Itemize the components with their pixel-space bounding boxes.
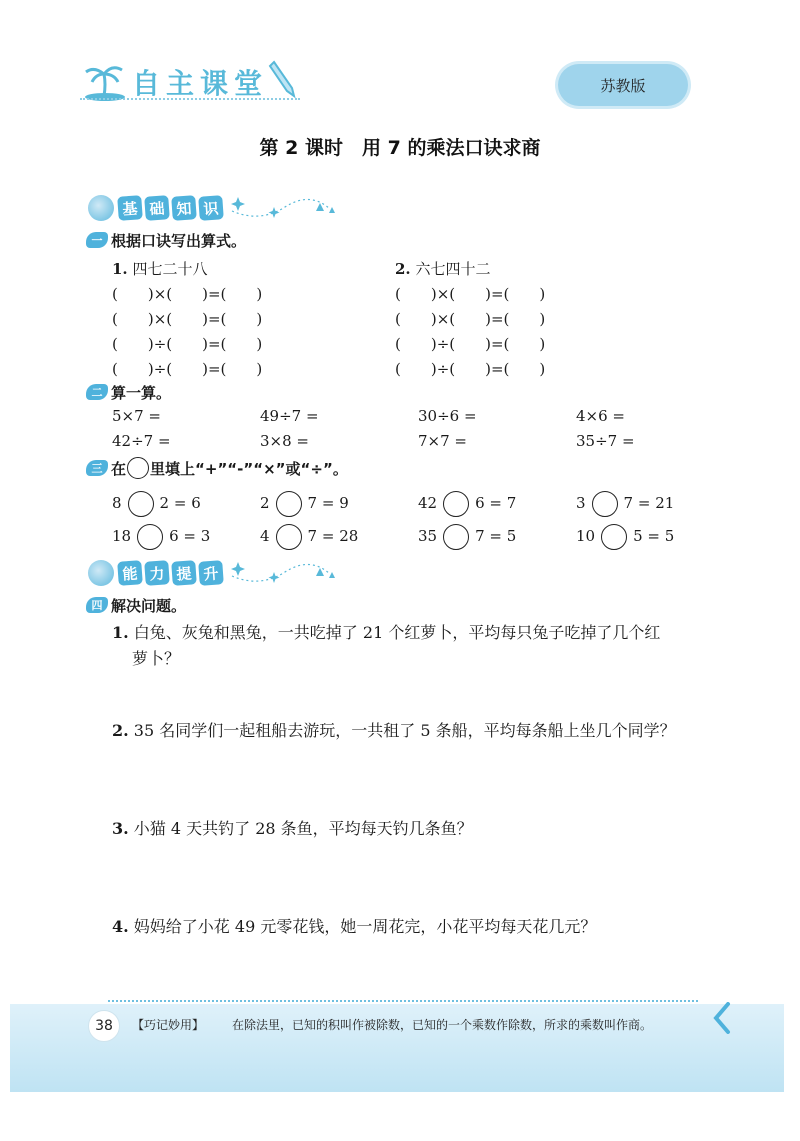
q1-blank-row[interactable]: ( )÷( )=( ) xyxy=(395,335,546,353)
operator-item: 10 5 = 5 xyxy=(576,523,674,550)
question-4-heading xyxy=(86,595,186,615)
operator-circle[interactable] xyxy=(443,524,469,550)
brand-title: 自主课堂 xyxy=(132,67,269,100)
question-3-text-pre: 在 xyxy=(111,459,127,478)
operator-circle[interactable] xyxy=(601,524,627,550)
palm-tree-icon xyxy=(82,62,128,102)
calc-item: 49÷7 = xyxy=(260,407,319,425)
calc-item: 30÷6 = xyxy=(418,407,477,425)
operator-circle[interactable] xyxy=(443,491,469,517)
question-3-heading xyxy=(86,458,348,478)
question-3-text-post: 里填上“+”“-”“×”或“÷”。 xyxy=(150,459,348,478)
header-divider xyxy=(80,98,300,100)
question-2-text: 算一算。 xyxy=(111,383,172,402)
operator-circle[interactable] xyxy=(128,491,154,517)
word-problem-4: 4. 妈妈给了小花 49 元零花钱，她一周花完，小花平均每天花几元？ xyxy=(112,917,597,936)
banner-char: 础 xyxy=(144,195,170,221)
word-problem-1: 1. 白兔、灰兔和黑兔，一共吃掉了 21 个红萝卜，平均每只兔子吃掉了几个红 萝卜？ xyxy=(112,623,661,668)
q1-blank-row[interactable]: ( )×( )=( ) xyxy=(395,285,546,303)
tip-text: 在除法里，已知的积叫作被除数，已知的一个乘数作除数，所求的乘数叫作商。 xyxy=(232,1018,653,1032)
banner-char: 基 xyxy=(117,195,143,221)
q1-item-2-title: 2. 六七四十二 xyxy=(395,260,491,278)
calc-item: 7×7 = xyxy=(418,432,467,450)
banner-char: 提 xyxy=(171,560,197,586)
operator-item: 42 6 = 7 xyxy=(418,490,516,517)
operator-circle[interactable] xyxy=(592,491,618,517)
globe-icon xyxy=(88,560,114,586)
operator-item: 35 7 = 5 xyxy=(418,523,516,550)
question-number-badge: 二 xyxy=(86,384,108,400)
sparkle-trail-icon xyxy=(230,193,340,223)
operator-item: 2 7 = 9 xyxy=(260,490,349,517)
banner-ability-improvement xyxy=(88,558,340,588)
banner-char: 能 xyxy=(117,560,143,586)
word-problem-3: 3. 小猫 4 天共钓了 28 条鱼，平均每天钓几条鱼？ xyxy=(112,819,473,838)
q1-blank-row[interactable]: ( )÷( )=( ) xyxy=(112,335,263,353)
q1-blank-row[interactable]: ( )÷( )=( ) xyxy=(395,360,546,378)
banner-char: 升 xyxy=(198,560,224,586)
calc-item: 35÷7 = xyxy=(576,432,635,450)
lesson-title: 第 2 课时 用 7 的乘法口诀求商 xyxy=(259,137,541,159)
operator-item: 8 2 = 6 xyxy=(112,490,201,517)
operator-item: 3 7 = 21 xyxy=(576,490,674,517)
question-number-badge: 一 xyxy=(86,232,108,248)
chevron-left-icon xyxy=(712,1002,732,1034)
calc-item: 4×6 = xyxy=(576,407,625,425)
calc-item: 42÷7 = xyxy=(112,432,171,450)
question-4-text: 解决问题。 xyxy=(111,596,187,615)
operator-circle[interactable] xyxy=(137,524,163,550)
footer-divider xyxy=(108,1000,698,1002)
banner-char: 力 xyxy=(144,560,170,586)
edition-badge: 苏教版 xyxy=(558,64,688,106)
pencil-icon xyxy=(266,58,300,98)
sparkle-trail-icon xyxy=(230,558,340,588)
page-number: 38 xyxy=(88,1010,120,1042)
operator-circle[interactable] xyxy=(276,524,302,550)
q1-blank-row[interactable]: ( )÷( )=( ) xyxy=(112,360,263,378)
word-problem-2: 2. 35 名同学们一起租船去游玩，一共租了 5 条船，平均每条船上坐几个同学？ xyxy=(112,721,676,740)
q1-blank-row[interactable]: ( )×( )=( ) xyxy=(112,285,263,303)
question-2-heading xyxy=(86,382,171,402)
calc-item: 5×7 = xyxy=(112,407,161,425)
calc-item: 3×8 = xyxy=(260,432,309,450)
globe-icon xyxy=(88,195,114,221)
q1-blank-row[interactable]: ( )×( )=( ) xyxy=(112,310,263,328)
operator-item: 4 7 = 28 xyxy=(260,523,358,550)
question-number-badge: 三 xyxy=(86,460,108,476)
operator-item: 18 6 = 3 xyxy=(112,523,210,550)
question-1-heading xyxy=(86,230,246,250)
q1-blank-row[interactable]: ( )×( )=( ) xyxy=(395,310,546,328)
question-number-badge: 四 xyxy=(86,597,108,613)
circle-icon xyxy=(127,457,149,479)
banner-char: 识 xyxy=(198,195,224,221)
q1-item-1-title: 1. 四七二十八 xyxy=(112,260,208,278)
banner-char: 知 xyxy=(171,195,197,221)
banner-basic-knowledge xyxy=(88,193,340,223)
tip-label: 【巧记妙用】 xyxy=(132,1018,205,1032)
operator-circle[interactable] xyxy=(276,491,302,517)
question-1-text: 根据口诀写出算式。 xyxy=(111,231,247,250)
